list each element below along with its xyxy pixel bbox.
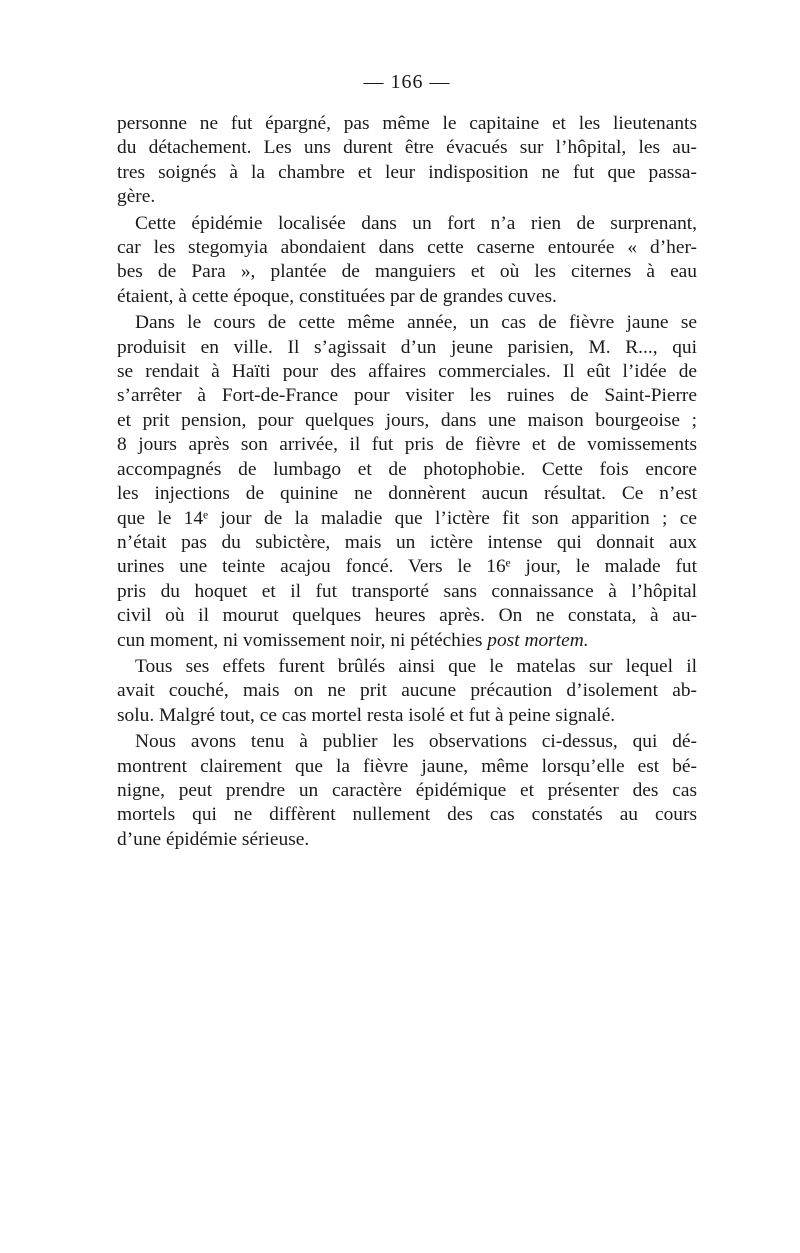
text-line: Nous avons tenu à publier les observations ci-dessus, qui dé- (135, 731, 697, 753)
text-line: d’une épidémie sérieuse. (117, 828, 310, 850)
text-line: civil où il mourut quelques heures après. On ne constata, à au- (117, 605, 697, 627)
text-line: produisit en ville. Il s’agissait d’un jeune parisien, M. R..., qui (117, 336, 697, 358)
paragraph-1 (117, 112, 697, 210)
text-line: Tous ses effets furent brûlés ainsi que le matelas sur lequel il (135, 655, 697, 677)
italic-phrase: post mortem. (487, 629, 589, 651)
text-line: tres soignés à la chambre et leur indisposition ne fut que passa- (117, 161, 697, 183)
page-number: — 166 — (363, 71, 451, 93)
text-line: avait couché, mais on ne prit aucune précaution d’isolement ab- (117, 680, 697, 702)
text-line: urines une teinte acajou foncé. Vers le 16ᵉ jour, le malade fut (117, 556, 697, 578)
text-line: nigne, peut prendre un caractère épidémique et présenter des cas (117, 779, 697, 801)
text-line: Cette épidémie localisée dans un fort n’a rien de surprenant, (135, 212, 697, 234)
text-line: pris du hoquet et il fut transporté sans connaissance à l’hôpital (117, 580, 697, 602)
text-line: personne ne fut épargné, pas même le capitaine et les lieutenants (117, 113, 697, 134)
text-line: montrent clairement que la fièvre jaune, même lorsqu’elle est bé- (117, 755, 697, 777)
text-segment: cun moment, ni vomissement noir, ni pétéchies (117, 629, 488, 651)
paragraph-2 (117, 212, 697, 310)
text-line: se rendait à Haïti pour des affaires commerciales. Il eût l’idée de (117, 361, 697, 383)
text-line: accompagnés de lumbago et de photophobie. Cette fois encore (117, 458, 697, 480)
text-line: s’arrêter à Fort-de-France pour visiter les ruines de Saint-Pierre (117, 385, 697, 407)
text-line: étaient, à cette époque, constituées par de grandes cuves. (117, 285, 557, 307)
paragraph-5 (117, 730, 697, 852)
text-line: car les stegomyia abondaient dans cette caserne entourée « d’her- (117, 237, 697, 259)
text-line: solu. Malgré tout, ce cas mortel resta isolé et fut à peine signalé. (117, 704, 616, 726)
text-line: et prit pension, pour quelques jours, dans une maison bourgeoise ; (117, 409, 697, 431)
text-line (117, 629, 697, 653)
text-line: que le 14ᵉ jour de la maladie que l’ictère fit son apparition ; ce (117, 507, 697, 529)
paragraph-4 (117, 655, 697, 728)
text-line: du détachement. Les uns durent être évacués sur l’hôpital, les au- (117, 137, 697, 159)
paragraph-3 (117, 311, 697, 653)
text-line: gère. (117, 186, 156, 208)
text-line: les injections de quinine ne donnèrent aucun résultat. Ce n’est (117, 483, 697, 505)
page-body (117, 68, 697, 854)
text-line: 8 jours après son arrivée, il fut pris de fièvre et de vomissements (117, 434, 697, 456)
text-line: Dans le cours de cette même année, un cas de fièvre jaune se (135, 312, 697, 334)
text-line: n’était pas du subictère, mais un ictère intense qui donnait aux (117, 531, 697, 553)
text-line: mortels qui ne diffèrent nullement des cas constatés au cours (117, 804, 697, 826)
text-line: bes de Para », plantée de manguiers et où les citernes à eau (117, 261, 697, 283)
